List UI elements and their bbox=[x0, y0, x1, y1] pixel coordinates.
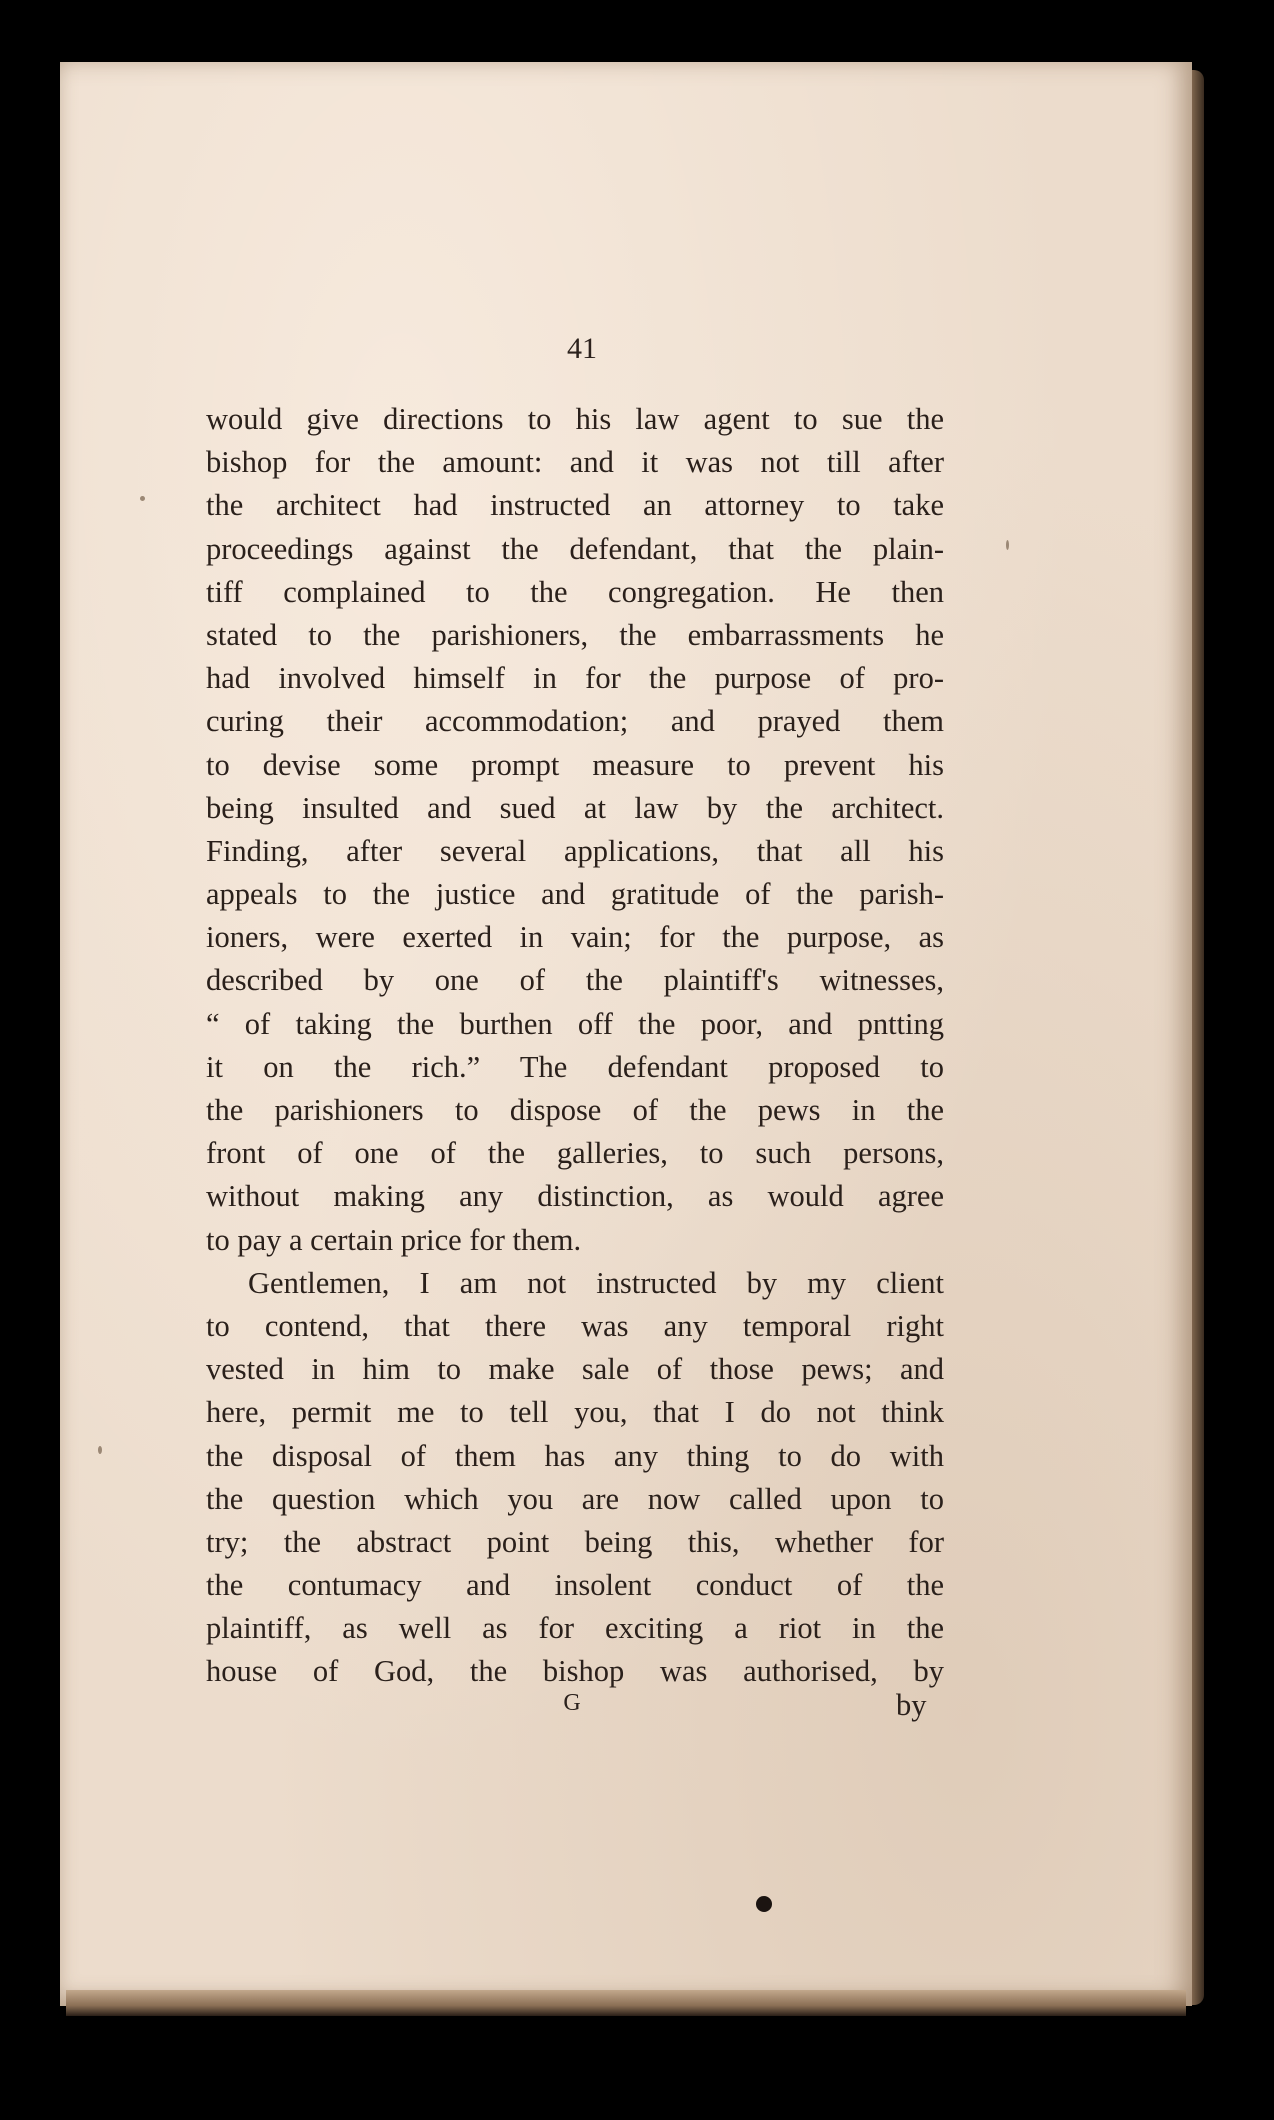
page-bottom-edge bbox=[66, 1990, 1186, 2016]
text-line: would give directions to his law agent to sue the bbox=[206, 402, 944, 436]
ink-blot bbox=[756, 1896, 772, 1912]
text-line: the parishioners to dispose of the pews in the bbox=[206, 1093, 944, 1127]
text-line: the contumacy and insolent conduct of the bbox=[206, 1568, 944, 1603]
text-line: appeals to the justice and gratitude of the parish- bbox=[206, 877, 944, 912]
text-line: house of God, the bishop was authorised, by bbox=[206, 1654, 944, 1689]
catchword: by bbox=[896, 1688, 927, 1722]
text-line: to contend, that there was any temporal right bbox=[206, 1308, 944, 1343]
text-line: front of one of the galleries, to such persons, bbox=[206, 1136, 944, 1171]
text-line: bishop for the amount: and it was not till after bbox=[206, 445, 944, 480]
signature-mark: G bbox=[563, 1690, 581, 1716]
text-line: proceedings against the defendant, that the plain- bbox=[206, 531, 944, 566]
text-line: plaintiff, as well as for exciting a riot in the bbox=[206, 1611, 944, 1646]
text-line: the disposal of them has any thing to do with bbox=[206, 1438, 944, 1473]
paper-speck bbox=[98, 1446, 102, 1454]
page-number: 41 bbox=[567, 332, 597, 365]
paper-speck bbox=[1006, 540, 1009, 550]
text-line: being insulted and sued at law by the architect. bbox=[206, 790, 944, 825]
text-line: it on the rich.” The defendant proposed to bbox=[206, 1049, 944, 1084]
text-line: Finding, after several applications, that all his bbox=[206, 833, 944, 868]
text-line: “ of taking the burthen off the poor, and pntting bbox=[206, 1006, 944, 1041]
text-line: had involved himself in for the purpose of pro- bbox=[206, 661, 944, 696]
text-line: to devise some prompt measure to prevent his bbox=[206, 747, 944, 782]
text-line: Gentlemen, I am not instructed by my client bbox=[248, 1265, 944, 1300]
text-line: curing their accommodation; and prayed them bbox=[206, 704, 944, 739]
text-line: the architect had instructed an attorney to take bbox=[206, 488, 944, 523]
text-line: here, permit me to tell you, that I do not think bbox=[206, 1395, 944, 1430]
paper-speck bbox=[140, 496, 145, 501]
text-line: stated to the parishioners, the embarrassments he bbox=[206, 617, 944, 652]
body-text bbox=[206, 398, 944, 1694]
text-line: try; the abstract point being this, whether for bbox=[206, 1524, 944, 1559]
text-line: described by one of the plaintiff's witnesses, bbox=[206, 963, 944, 998]
text-line: vested in him to make sale of those pews; and bbox=[206, 1352, 944, 1387]
text-line: tiff complained to the congregation. He then bbox=[206, 574, 944, 609]
text-line: without making any distinction, as would agree bbox=[206, 1179, 944, 1214]
text-line: the question which you are now called upon to bbox=[206, 1481, 944, 1516]
text-line: ioners, were exerted in vain; for the purpose, as bbox=[206, 920, 944, 955]
text-line: to pay a certain price for them. bbox=[206, 1222, 582, 1257]
